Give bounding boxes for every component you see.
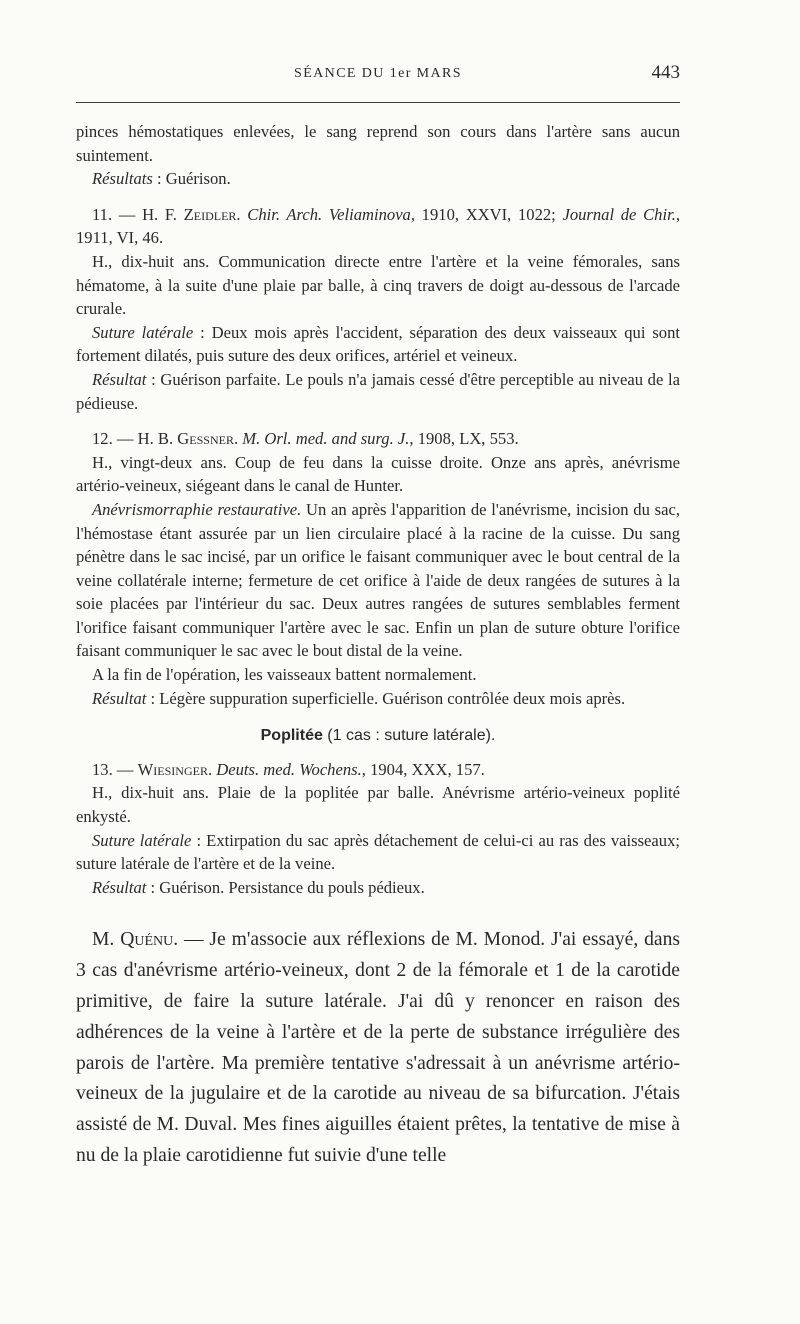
intro-result: Résultats : Guérison.: [92, 169, 231, 189]
case-12-reference: 12. — H. B. Gessner. M. Orl. med. and surg. J., 1908, LX, 553.: [92, 429, 519, 449]
page-body: [76, 120, 680, 1172]
case-12-result: Résultat : Légère suppuration superficielle. Guérison contrôlée deux mois après.: [92, 688, 626, 708]
case-12-history: H., vingt-deux ans. Coup de feu dans la cuisse droite. Onze ans après, anévrisme artério-veineux, siégeant dans le canal de Hunter.: [76, 452, 680, 496]
page-number: 443: [651, 62, 680, 83]
header-rule: [76, 102, 680, 103]
case-12-method: Anévrismorraphie restaurative. Un an après l'apparition de l'anévrisme, incision du sac, l'hémostase étant assurée par un lien circulaire placé à la racine de la cuisse. Du sang pénètre dans le sac incisé, par un orifice le faisant communiquer avec le bout central de la veine collatérale interne; fermeture de cet orifice à l'aide de deux rangées de sutures à la soie placées par l'intérieur du sac. Deux autres rangées de sutures semblables ferment l'orifice faisant communiquer l'artère avec le sac. Enfin un plan de suture obture l'orifice faisant communiquer le sac avec le bout distal de la veine.: [76, 499, 680, 661]
case-13-reference: 13. — Wiesinger. Deuts. med. Wochens., 1904, XXX, 157.: [92, 759, 485, 779]
case-13-history: H., dix-huit ans. Plaie de la poplitée par balle. Anévrisme artério-veineux poplité enkysté.: [76, 783, 680, 827]
case-11-suture: Suture latérale : Deux mois après l'accident, séparation des deux vaisseaux qui sont fortement dilatés, puis suture des deux orifices, artériel et veineux.: [76, 322, 681, 366]
running-title: SÉANCE DU 1er MARS: [294, 66, 462, 81]
running-header: [76, 62, 680, 86]
case-13-result: Résultat : Guérison. Persistance du pouls pédieux.: [92, 877, 425, 897]
intro-paragraph: pinces hémostatiques enlevées, le sang reprend son cours dans l'artère sans aucun suintement.: [76, 122, 680, 165]
case-11-reference: 11. — H. F. Zeidler. Chir. Arch. Veliaminova, 1910, XXVI, 1022; Journal de Chir., 1911, VI, 46.: [76, 204, 680, 248]
section-heading-poplitee: Poplitée (1 cas : suture latérale).: [260, 727, 496, 745]
speech-quenu: M. Quénu. — Je m'associe aux réflexions de M. Monod. J'ai essayé, dans 3 cas d'anévrisme artério-veineux, dont 2 de la fémorale et 1 de la carotide primitive, de faire la suture latérale. J'ai dû y renoncer en raison des adhérences de la veine à l'artère et de la perte de substance irrégulière des parois de l'artère. Ma première tentative s'adressait à un anévrisme artério-veineux de la jugulaire et de la carotide au niveau de sa bifurcation. J'étais assisté de M. Duval. Mes fines aiguilles étaient prêtes, la tentative de mise à nu de la plaie carotidienne fut suivie d'une telle: [76, 929, 680, 1166]
case-12-outcome: A la fin de l'opération, les vaisseaux battent normalement.: [92, 665, 477, 685]
case-11-result: Résultat : Guérison parfaite. Le pouls n'a jamais cessé d'être perceptible au niveau de la pédieuse.: [76, 369, 680, 413]
case-11-history: H., dix-huit ans. Communication directe entre l'artère et la veine fémorales, sans hématome, à la suite d'une plaie par balle, à cinq travers de doigt au-dessous de l'arcade crurale.: [76, 251, 680, 319]
case-13-suture: Suture latérale : Extirpation du sac après détachement de celui-ci au ras des vaisseaux; suture latérale de l'artère et de la veine.: [76, 830, 680, 874]
